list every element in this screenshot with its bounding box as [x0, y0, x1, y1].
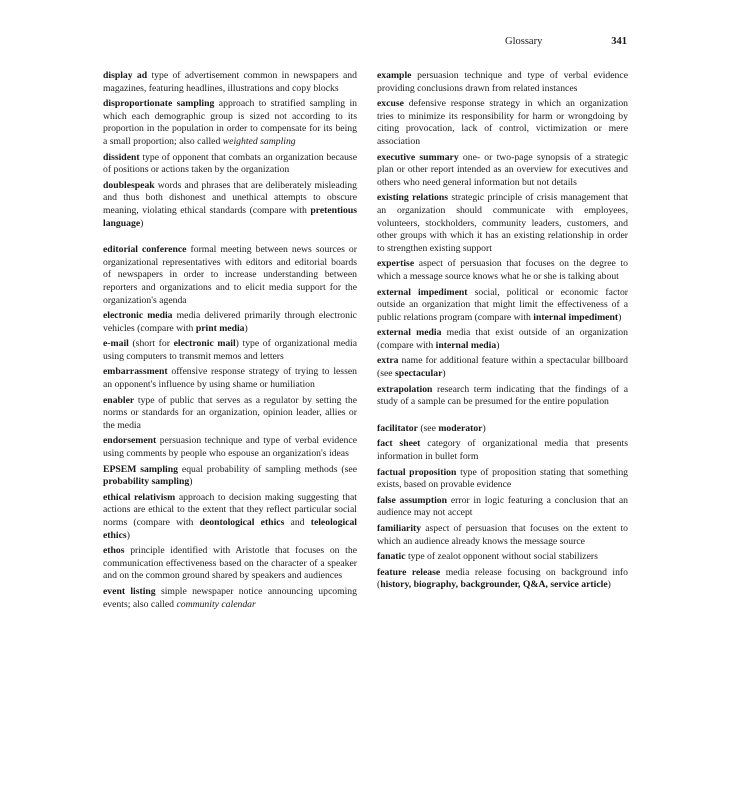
glossary-entry — [377, 438, 628, 463]
glossary-entry — [103, 395, 357, 433]
cross-reference: probability sampling — [103, 476, 190, 488]
glossary-entry — [103, 244, 357, 307]
glossary-definition: type of opponent that combats an organization because of positions or actions taken by the organization — [103, 151, 358, 176]
glossary-definition: name for additional feature within a spectacular billboard (see — [377, 355, 629, 380]
glossary-term: display ad — [103, 70, 148, 81]
glossary-term: dissident — [103, 151, 140, 163]
glossary-entry — [377, 258, 628, 283]
glossary-definition: approach to decision making suggesting that actions are ethical to the extent that they reflect particular social norms (compare with — [103, 491, 357, 528]
glossary-term: existing relations — [377, 192, 448, 204]
page-number: 341 — [611, 36, 627, 47]
glossary-entry — [377, 355, 628, 380]
glossary-term: factual proposition — [377, 466, 457, 478]
glossary-term: doublespeak — [103, 179, 155, 191]
cross-reference: pretentious language — [103, 204, 357, 229]
glossary-definition: one- or two-page synopsis of a strategic plan or other report intended as an overview for executives and others who need general information but not details — [377, 151, 628, 188]
cross-reference: deontological ethics — [199, 517, 285, 528]
cross-reference: internal impediment — [533, 311, 619, 323]
glossary-definition: error in logic featuring a conclusion that an audience may not accept — [377, 494, 629, 519]
glossary-definition: persuasion technique and type of verbal evidence providing conclusions drawn from related instances — [377, 70, 629, 94]
cross-reference: spectacular — [395, 368, 443, 380]
glossary-definition: media release focusing on background info ( — [377, 566, 629, 591]
glossary-definition: strategic principle of crisis management that an organization should communicate with employees, volunteers, stockholders, community leaders, customers, and other groups with which it has an existing relationship in order to strengthen existing support — [377, 192, 628, 254]
running-header — [505, 36, 627, 50]
glossary-term: familiarity — [377, 523, 422, 534]
glossary-entry — [103, 586, 357, 611]
glossary-definition: type of public that serves as a regulator by setting the norms or standards for an organization, opinion leader, allies or the media — [103, 394, 357, 431]
glossary-definition: aspect of persuasion that focuses on the degree to which a message source knows what he or she is talking about — [377, 258, 628, 282]
definition-continuation: ) — [140, 217, 144, 229]
glossary-definition: principle identified with Aristotle that focuses on the communication effectiveness based on the character of a speaker and on the common ground shared by speakers and audiences — [103, 545, 357, 582]
glossary-term: embarrassment — [103, 366, 168, 378]
cross-reference: print media — [195, 322, 245, 334]
glossary-term: EPSEM sampling — [103, 463, 178, 475]
glossary-definition: social, political or economic factor outside an organization that might limit the effectiveness of a public relations program (compare with — [377, 286, 629, 323]
glossary-entry — [103, 98, 357, 148]
glossary-entry — [377, 287, 628, 325]
connector-text: and — [290, 517, 305, 528]
glossary-entry — [377, 384, 628, 409]
glossary-term: extra — [377, 355, 399, 367]
glossary-term: expertise — [377, 258, 415, 270]
definition-continuation: ) — [126, 529, 130, 541]
glossary-entry — [377, 567, 628, 592]
glossary-entry — [377, 152, 628, 190]
glossary-term: e-mail — [103, 338, 129, 350]
glossary-term: disproportionate sampling — [103, 98, 215, 110]
glossary-term: endorsement — [103, 435, 157, 447]
glossary-definition: (short for — [132, 338, 170, 350]
glossary-definition: media that exist outside of an organization (compare with — [377, 327, 628, 351]
definition-continuation: ) — [244, 322, 248, 334]
glossary-term: enabler — [103, 394, 135, 406]
glossary-definition: approach to stratified sampling in which each demographic group is sized not according to its proportion in the population in order to compensate for its being a small proportion; also called — [103, 98, 357, 147]
glossary-term: event listing — [103, 585, 156, 597]
cross-reference: teleological ethics — [103, 517, 357, 541]
definition-continuation: ) — [607, 579, 611, 591]
glossary-term: fanatic — [377, 551, 406, 563]
glossary-entry — [103, 338, 357, 363]
glossary-term: editorial conference — [103, 244, 187, 256]
glossary-entry — [103, 310, 357, 335]
glossary-definition: type of zealot opponent without social stabilizers — [407, 551, 598, 563]
glossary-entry — [103, 435, 357, 460]
glossary-entry — [377, 423, 628, 436]
glossary-definition: persuasion technique and type of verbal evidence using comments by people who espouse an organization's ideas — [103, 435, 358, 460]
glossary-term: fact sheet — [377, 438, 421, 450]
glossary-term: ethos — [103, 545, 125, 557]
glossary-term: extrapolation — [377, 383, 433, 395]
glossary-term: example — [377, 70, 412, 81]
glossary-entry — [377, 327, 628, 352]
glossary-entry — [103, 70, 357, 95]
glossary-definition: simple newspaper notice announcing upcoming events; also called — [103, 585, 357, 610]
glossary-entry — [377, 192, 628, 255]
glossary-definition: offensive response strategy of trying to lessen an opponent's influence by using shame or humiliation — [103, 366, 357, 391]
alternate-term: community calendar — [176, 598, 256, 610]
glossary-term: false assumption — [377, 494, 448, 506]
glossary-definition: (see — [420, 422, 436, 434]
definition-continuation: ) — [189, 476, 193, 488]
glossary-definition: type of advertisement common in newspapers and magazines, featuring headlines, illustrations and copy blocks — [103, 70, 357, 94]
definition-continuation: ) — [618, 311, 622, 323]
glossary-definition: media delivered primarily through electronic vehicles (compare with — [103, 310, 357, 334]
glossary-definition: research term indicating that the findings of a study of a sample can be presumed for the entire population — [377, 383, 629, 408]
glossary-term: electronic media — [103, 310, 173, 322]
glossary-entry — [103, 545, 357, 583]
glossary-definition: category of organizational media that presents information in bullet form — [377, 438, 629, 463]
glossary-entry — [103, 366, 357, 391]
alternate-term: weighted sampling — [222, 135, 296, 147]
cross-reference: history, biography, backgrounder, Q&A, service article — [380, 579, 608, 591]
glossary-entry — [377, 467, 628, 492]
cross-reference: internal media — [435, 339, 497, 351]
glossary-entry — [103, 152, 357, 177]
running-header-title: Glossary — [505, 36, 543, 47]
glossary-entry — [377, 495, 628, 520]
glossary-definition: aspect of persuasion that focuses on the extent to which an audience already knows the message source — [377, 523, 629, 547]
cross-reference: moderator — [438, 422, 483, 434]
glossary-entry — [377, 551, 628, 564]
glossary-definition: equal probability of sampling methods (see — [181, 463, 357, 475]
glossary-definition: defensive response strategy in which an organization tries to minimize its responsibility for harm or wrongdoing by citing provocation, lack of control, victimization or mere association — [377, 98, 629, 147]
glossary-entry — [103, 180, 357, 230]
definition-continuation: ) — [442, 368, 446, 380]
glossary-term: executive summary — [377, 151, 459, 163]
definition-continuation: ) — [496, 339, 500, 351]
glossary-definition: type of proposition stating that something exists, based on provable evidence — [377, 466, 629, 491]
glossary-term: external impediment — [377, 286, 468, 298]
glossary-definition: words and phrases that are deliberately misleading and thus both dishonest and unethical attempts to obscure meaning, violating ethical standards (compare with — [103, 179, 357, 216]
definition-continuation: ) — [482, 422, 486, 434]
glossary-entry — [377, 98, 628, 148]
cross-reference: electronic mail — [173, 338, 236, 350]
glossary-term: feature release — [377, 566, 441, 578]
glossary-term: external media — [377, 327, 442, 339]
glossary-term: ethical relativism — [103, 491, 176, 503]
glossary-term: excuse — [377, 98, 404, 110]
glossary-term: facilitator — [377, 422, 418, 434]
glossary-column-right — [377, 70, 628, 595]
glossary-entry — [103, 492, 357, 542]
glossary-entry — [103, 464, 357, 489]
glossary-entry — [377, 523, 628, 548]
glossary-column-left — [103, 70, 357, 614]
definition-continuation: ) type of organizational media using computers to transmit memos and letters — [103, 338, 358, 362]
glossary-definition: formal meeting between news sources or organizational representatives with editors and editorial boards of newspapers in order to increase understanding between reporters and organizations and to elicit media support for the organization's agenda — [103, 244, 357, 306]
glossary-entry — [377, 70, 628, 95]
